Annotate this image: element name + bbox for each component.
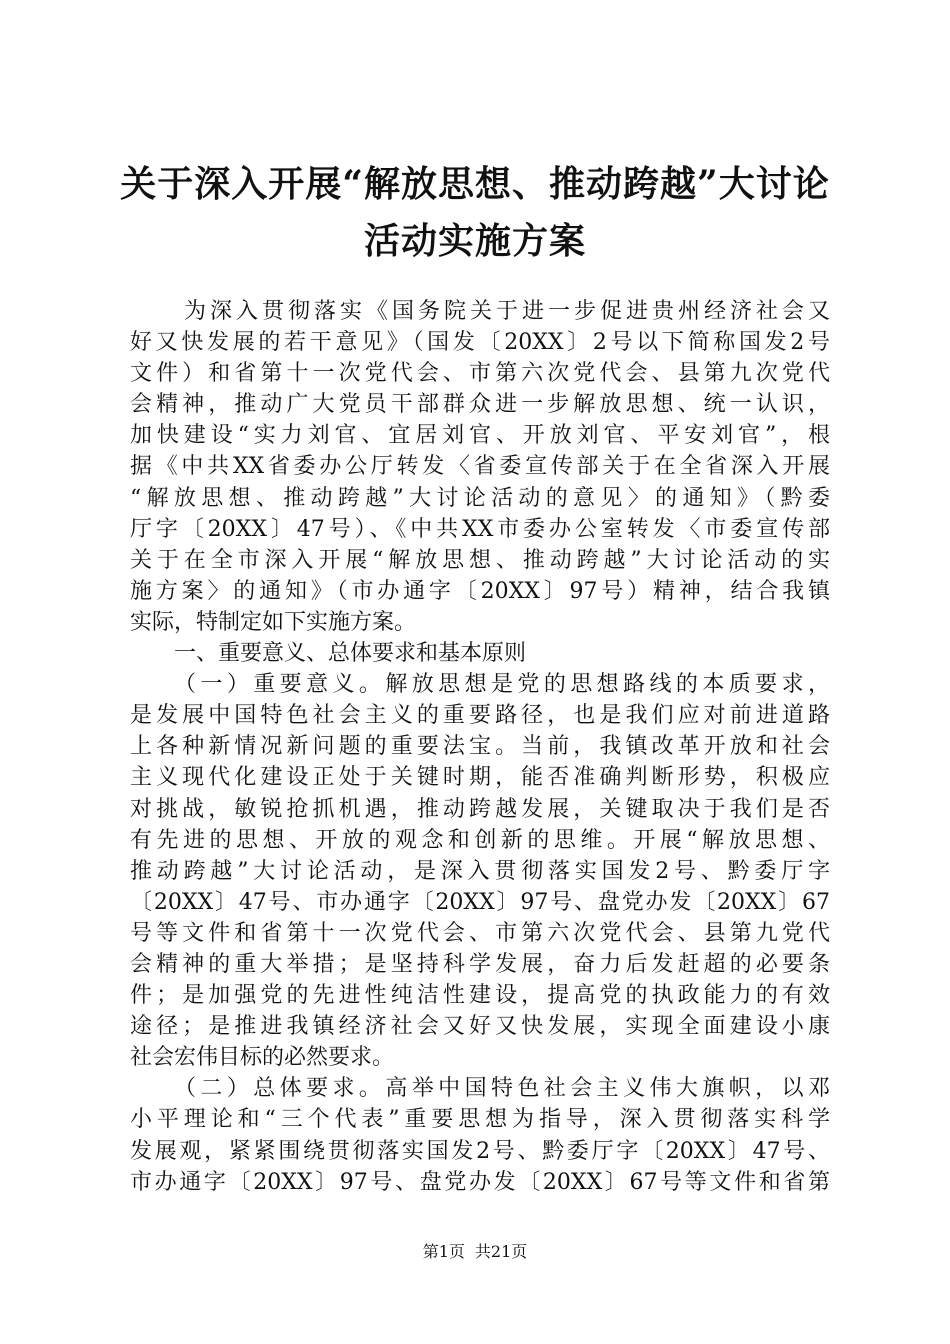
paragraph-line: 件；是加强党的先进性纯洁性建设，提高党的执政能力的有效	[130, 983, 830, 1009]
paragraph-line: 发展观，紧紧围绕贯彻落实国发2号、黔委厅字〔20XX〕47号、	[130, 1138, 830, 1164]
paragraph-line: 实际，特制定如下实施方案。	[130, 609, 417, 635]
paragraph-line: 有先进的思想、开放的观念和创新的思维。开展“解放思想、	[130, 827, 830, 853]
section-heading: 一、重要意义、总体要求和基本原则	[174, 641, 527, 667]
paragraph-line: 是发展中国特色社会主义的重要路径，也是我们应对前进道路	[130, 703, 830, 729]
paragraph-line: 文件）和省第十一次党代会、市第六次党代会、县第九次党代	[130, 361, 830, 387]
page-footer	[0, 1242, 950, 1262]
paragraph-line: 推动跨越”大讨论活动，是深入贯彻落实国发2号、黔委厅字	[130, 858, 830, 884]
paragraph-line: 对挑战，敏锐抢抓机遇，推动跨越发展，关键取决于我们是否	[130, 796, 830, 822]
paragraph-line: 号等文件和省第十一次党代会、市第六次党代会、县第九党代	[130, 920, 830, 946]
paragraph-line: 加快建设“实力刘官、宜居刘官、开放刘官、平安刘官”，根	[130, 423, 830, 449]
paragraph-line: 施方案〉的通知》（市办通字〔20XX〕97号）精神，结合我镇	[130, 578, 830, 604]
document-title-line-2: 活动实施方案	[363, 220, 586, 262]
paragraph-line: （一）重要意义。解放思想是党的思想路线的本质要求，	[174, 672, 830, 698]
page-total: 共21页	[474, 1242, 528, 1261]
paragraph-line: （二）总体要求。高举中国特色社会主义伟大旗帜，以邓	[174, 1076, 830, 1102]
paragraph-line: 好又快发展的若干意见》（国发〔20XX〕2号以下简称国发2号	[130, 330, 830, 356]
document-title-line-1: 关于深入开展“解放思想、推动跨越”大讨论	[120, 163, 830, 205]
paragraph-line: 上各种新情况新问题的重要法宝。当前，我镇改革开放和社会	[130, 734, 830, 760]
paragraph-line: 会精神，推动广大党员干部群众进一步解放思想、统一认识，	[130, 392, 830, 418]
paragraph-line: 为深入贯彻落实《国务院关于进一步促进贵州经济社会又	[184, 299, 830, 324]
document-body	[130, 296, 830, 1198]
paragraph-line: “解放思想、推动跨越”大讨论活动的意见〉的通知》（黔委	[130, 485, 830, 511]
paragraph-line: 途径；是推进我镇经济社会又好又快发展，实现全面建设小康	[130, 1014, 830, 1040]
paragraph-line: 据《中共XX省委办公厅转发〈省委宣传部关于在全省深入开展	[130, 454, 830, 480]
paragraph-line: 小平理论和“三个代表”重要思想为指导，深入贯彻落实科学	[130, 1107, 830, 1133]
paragraph-line: 厅字〔20XX〕47号）、《中共XX市委办公室转发〈市委宣传部	[130, 516, 830, 542]
paragraph-line: 会精神的重大举措；是坚持科学发展，奋力后发赶超的必要条	[130, 951, 830, 977]
paragraph-line: 市办通字〔20XX〕97号、盘党办发〔20XX〕67号等文件和省第	[130, 1169, 830, 1195]
paragraph-line: 主义现代化建设正处于关键时期，能否准确判断形势，积极应	[130, 765, 830, 791]
paragraph-line: 关于在全市深入开展“解放思想、推动跨越”大讨论活动的实	[130, 547, 830, 573]
paragraph-line: 社会宏伟目标的必然要求。	[130, 1045, 395, 1071]
page-number: 第1页	[422, 1242, 465, 1261]
paragraph-line: 〔20XX〕47号、市办通字〔20XX〕97号、盘党办发〔20XX〕67	[130, 889, 830, 915]
